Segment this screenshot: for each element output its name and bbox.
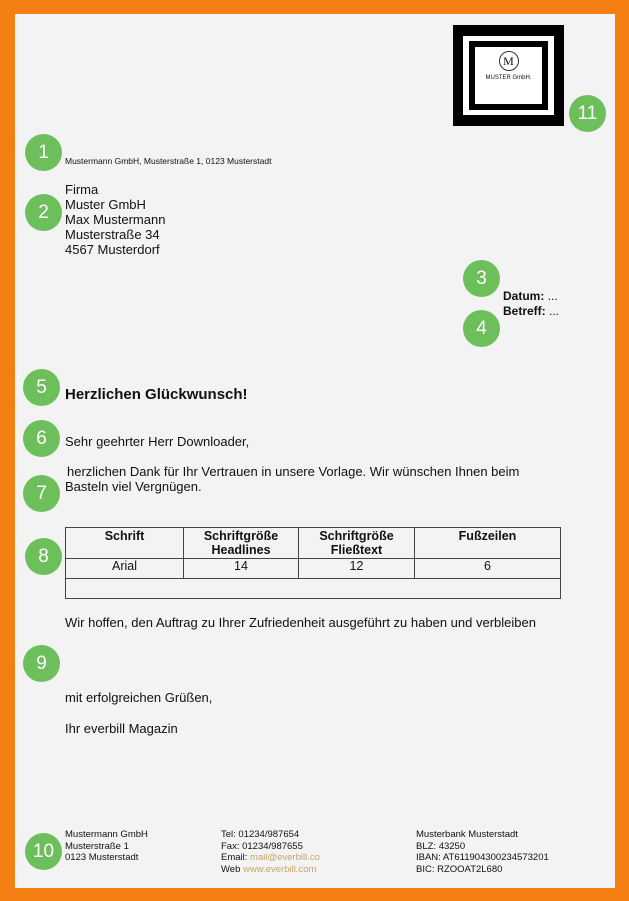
marker-2: 2: [25, 194, 62, 231]
footer-line: Mustermann GmbH: [65, 829, 148, 840]
marker-8: 8: [25, 538, 62, 575]
table-header-row: [66, 528, 561, 559]
subject-label: Betreff:: [503, 304, 546, 318]
date-label: Datum:: [503, 289, 545, 303]
table-header: Schrift: [66, 528, 184, 559]
table-header: Schriftgröße Fließtext: [299, 528, 415, 559]
footer-email-label: Email:: [221, 852, 251, 863]
sender-line: Mustermann GmbH, Musterstraße 1, 0123 Musterstadt: [65, 156, 272, 166]
recipient-line: Firma: [65, 182, 99, 197]
footer-bank: [416, 829, 549, 875]
marker-5: 5: [23, 369, 60, 406]
footer-line: BIC: RZOOAT2L680: [416, 863, 503, 875]
footer-line: IBAN: AT611904300234573201: [416, 852, 549, 863]
footer-line: 0123 Musterstadt: [65, 852, 139, 863]
recipient-line: 4567 Musterdorf: [65, 242, 160, 257]
signature: Ihr everbill Magazin: [65, 721, 178, 736]
recipient-address: [65, 182, 165, 257]
table-header: Schriftgröße Headlines: [184, 528, 299, 559]
email-link[interactable]: mail@everbill.co: [250, 852, 320, 863]
recipient-line: Muster GmbH: [65, 197, 146, 212]
marker-9: 9: [23, 645, 60, 682]
meta-block: [503, 289, 559, 319]
letter-page: [15, 14, 615, 888]
footer-tel: Tel: 01234/987654: [221, 829, 300, 840]
salutation: Sehr geehrter Herr Downloader,: [65, 434, 250, 449]
subject-value: ...: [549, 304, 560, 318]
table-row: [66, 559, 561, 579]
marker-6: 6: [23, 420, 60, 457]
marker-10: 10: [25, 833, 62, 870]
footer-contact: [221, 829, 320, 875]
table-header: Fußzeilen: [415, 528, 561, 559]
body-text: herzlichen Dank für Ihr Vertrauen in unsere Vorlage. Wir wünschen Ihnen beim Basteln viel Vergnügen.: [65, 464, 520, 494]
closing-line: Wir hoffen, den Auftrag zu Ihrer Zufriedenheit ausgeführt zu haben und verbleiben: [65, 615, 536, 630]
table-cell: Arial: [66, 559, 184, 579]
date-value: ...: [547, 289, 558, 303]
logo: [453, 25, 564, 126]
logo-initial: M: [499, 51, 519, 71]
recipient-line: Max Mustermann: [65, 212, 166, 227]
table-cell: 14: [184, 559, 299, 579]
recipient-line: Musterstraße 34: [65, 227, 160, 242]
table-cell: [66, 579, 561, 599]
table-cell: 12: [299, 559, 415, 579]
headline: Herzlichen Glückwunsch!: [65, 386, 248, 403]
greeting: mit erfolgreichen Grüßen,: [65, 690, 213, 705]
web-link[interactable]: www.everbill.com: [243, 863, 317, 875]
marker-4: 4: [463, 310, 500, 347]
marker-1: 1: [25, 134, 62, 171]
logo-name: MUSTER GmbH.: [485, 75, 532, 81]
marker-11: 11: [569, 95, 606, 132]
footer-line: Musterbank Musterstadt: [416, 829, 518, 840]
table-cell: 6: [415, 559, 561, 579]
marker-7: 7: [23, 475, 60, 512]
marker-3: 3: [463, 260, 500, 297]
footer-company: [65, 829, 148, 864]
table-row-empty: [66, 579, 561, 599]
footer-line: BLZ: 43250: [416, 840, 466, 852]
footer-line: Musterstraße 1: [65, 840, 129, 852]
font-table: [65, 527, 561, 599]
footer-web-label: Web: [221, 863, 244, 875]
footer-fax: Fax: 01234/987655: [221, 840, 303, 852]
